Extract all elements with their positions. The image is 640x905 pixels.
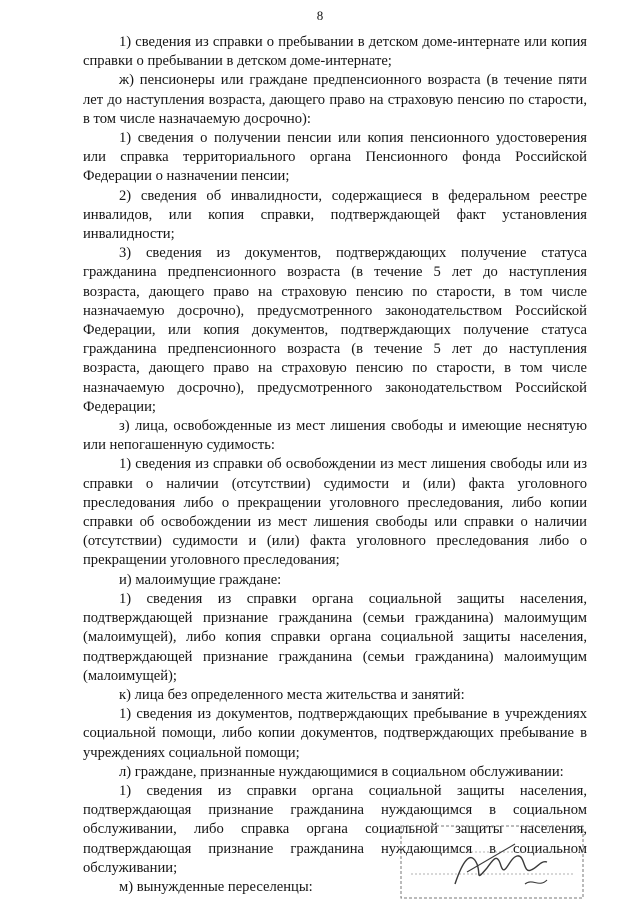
- paragraph-12-heading-social-service-need: л) граждане, признанные нуждающимися в социальном обслуживании:: [119, 763, 564, 780]
- paragraph-1-item-orphanage-certificate: 1) сведения из справки о пребывании в детском доме-интернате или копия справки о пребывании в детском доме-интернате;: [83, 34, 587, 70]
- document-body: [83, 33, 587, 897]
- paragraph-9-item-low-income-certificate: 1) сведения из справки органа социальной защиты населения, подтверждающей признание гражданина (семьи гражданина) малоимущим (малоимущей), либо копия справки органа социальной защиты населения, подтверждающей признание гражданина (семьи гражданина) малоимущим (малоимущей);: [83, 590, 587, 684]
- paragraph-3-item-pension: 1) сведения о получении пенсии или копия пенсионного удостоверения или справка территориального органа Пенсионного фонда Российской Федерации о назначении пенсии;: [83, 130, 587, 185]
- paragraph-8-heading-low-income: и) малоимущие граждане:: [119, 571, 282, 588]
- paragraph-5-item-pre-pension-status: 3) сведения из документов, подтверждающих получение статуса гражданина предпенсионного возраста (в течение 5 лет до наступления возраста, дающего право на страховую пенсию по старости, в том числе назначаемую досрочно), предусмотренного законодательством Российской Федерации, или копия документов, подтверждающих получение статуса гражданина предпенсионного возраста (в течение 5 лет до наступления возраста, дающего право на страховую пенсию по старости, в том числе назначаемую досрочно), предусмотренного законодательством Российской Федерации;: [83, 245, 587, 415]
- signature-stamp-graphic: [397, 822, 587, 902]
- paragraph-4-item-disability: 2) сведения об инвалидности, содержащиеся в федеральном реестре инвалидов, или копия справки, подтверждающей факт установления инвалидности;: [83, 187, 587, 243]
- paragraph-2-heading-pensioners: ж) пенсионеры или граждане предпенсионного возраста (в течение пяти лет до наступления возраста, дающего право на страховую пенсию по старости, в том числе назначаемую досрочно):: [83, 72, 587, 127]
- page-number: 8: [316, 8, 324, 23]
- paragraph-11-item-social-institutions: 1) сведения из документов, подтверждающих пребывание в учреждениях социальной помощи, либо копии документов, подтверждающих пребывание в учреждениях социальной помощи;: [83, 706, 587, 761]
- paragraph-10-heading-homeless: к) лица без определенного места жительства и занятий:: [119, 686, 465, 703]
- paragraph-13-item-social-service-certificate: 1) сведения из справки органа социальной защиты населения, подтверждающая признание гражданина нуждающимся в социальном обслуживании, либо справка органа социальной защиты населения, подтверждающая признание гражданина нуждающимся в социальном обслуживании;: [83, 782, 587, 876]
- paragraph-14-heading-forced-migrants: м) вынужденные переселенцы:: [119, 878, 313, 895]
- paragraph-7-item-release-certificate: 1) сведения из справки об освобождении из мест лишения свободы или из справки о наличии (отсутствии) судимости и (или) факта уголовного преследования либо о прекращении уголовного преследования, либо копии справки об освобождении из мест лишения свободы или справки о наличии (отсутствии) судимости и (или) факта уголовного преследования либо о прекращении уголовного преследования;: [83, 456, 587, 569]
- paragraph-6-heading-released-prisoners: з) лица, освобожденные из мест лишения свободы и имеющие неснятую или непогашенную судимость:: [83, 418, 587, 454]
- signature-stamp: [397, 822, 587, 902]
